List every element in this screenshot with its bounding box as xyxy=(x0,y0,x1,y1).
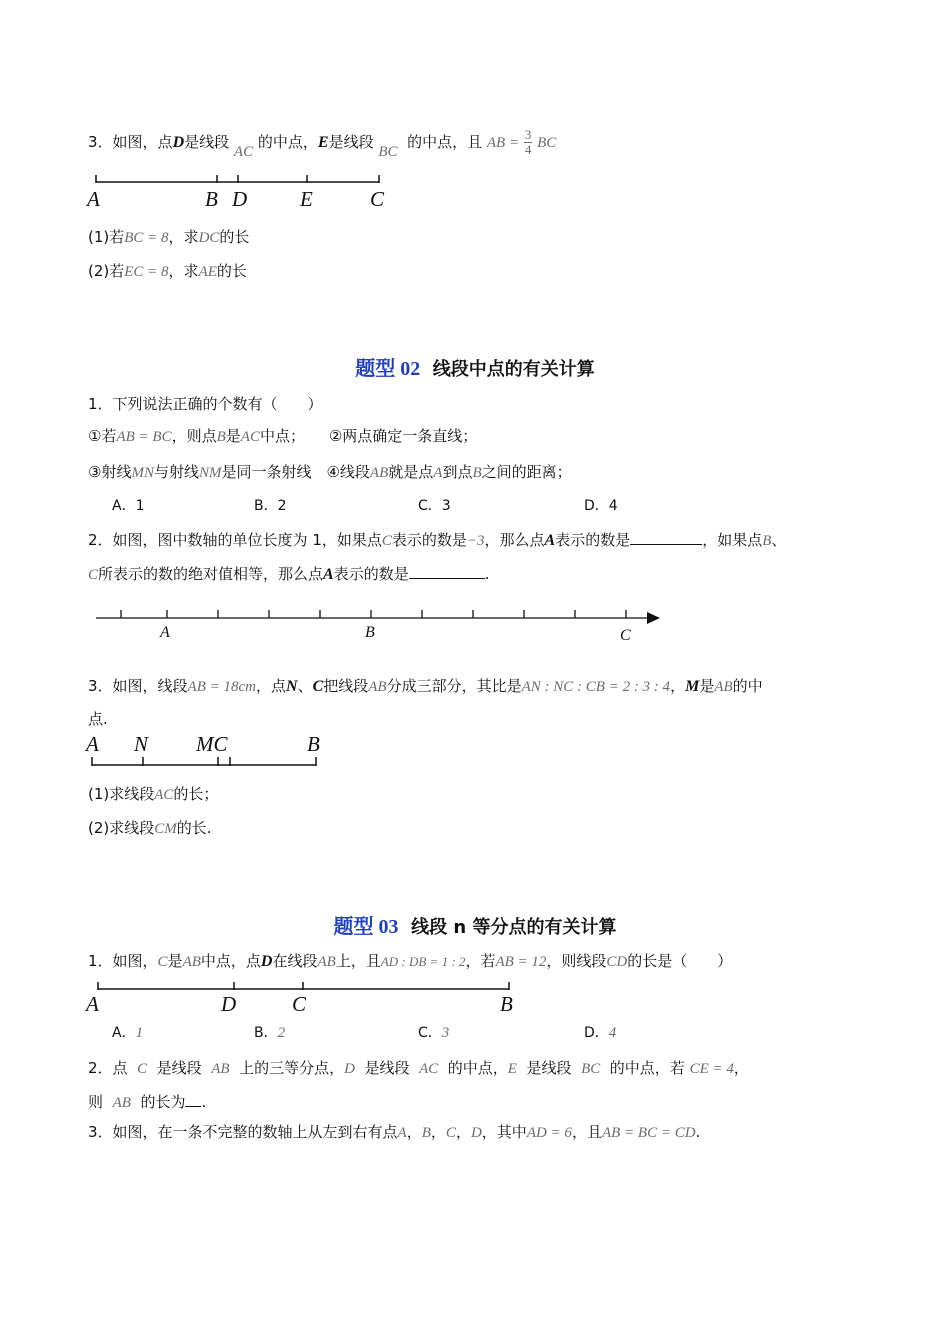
section-title-03: 题型 03 线段 n 等分点的有关计算 xyxy=(333,916,617,938)
s2-q3-stem: 3．如图，线段AB = 18cm，点N、C把线段AB分成三部分，其比是AN : NC : CB = 2 : 3 : 4，M是AB的中 xyxy=(88,677,763,695)
fig-label-MC: MC xyxy=(196,732,228,756)
s1-q3-part2: (2)若EC = 8，求AE的长 xyxy=(88,262,247,280)
s2-q1-stmt1: ①若AB = BC，则点B是AC中点； ②两点确定一条直线； xyxy=(88,427,478,445)
fig-label-C: C xyxy=(620,627,631,644)
fig-label-B: B xyxy=(500,992,513,1016)
fig-label-N: N xyxy=(134,732,149,756)
s1-q3-stem: 3．如图，点D是线段 AC 的中点，E是线段 BC 的中点，且 AB = $\frac{3}{4}$ BC xyxy=(88,127,557,160)
s2-q1-option-c[interactable]: C．3 xyxy=(418,498,451,514)
fig-label-E: E xyxy=(300,187,313,211)
section-title-02: 题型 02 线段中点的有关计算 xyxy=(355,358,595,380)
fig-label-B: B xyxy=(365,624,375,641)
s3-q2-stem-line2: 则 AB 的长为 . xyxy=(88,1090,206,1114)
s3-q1-stem: 1．如图，C是AB中点，点D在线段AB上，且AD : DB = 1 : 2，若AB = 12，则线段CD的长是（ ） xyxy=(88,952,733,970)
s2-q2-stem: 2．如图，图中数轴的单位长度为 1，如果点C表示的数是−3，那么点A表示的数是 ，如果点B、 xyxy=(88,528,786,552)
answer-blank-3[interactable] xyxy=(185,1090,201,1107)
fig-label-D: D xyxy=(221,992,237,1016)
fig-label-A: A xyxy=(87,187,100,211)
fig-label-A: A xyxy=(160,624,170,641)
s2-q1-option-a[interactable]: A．1 xyxy=(112,498,145,514)
s2-q3-part1: (1)求线段AC的长； xyxy=(88,785,219,803)
fig-label-A: A xyxy=(86,992,99,1016)
s3-q1-option-d[interactable]: D．4 xyxy=(584,1025,617,1041)
s3-q1-option-a[interactable]: A．1 xyxy=(112,1025,144,1041)
fig-label-B: B xyxy=(205,187,218,211)
s3-q1-option-c[interactable]: C．3 xyxy=(418,1025,450,1041)
fig-label-C: C xyxy=(292,992,307,1016)
s2-q1-option-b[interactable]: B．2 xyxy=(254,498,287,514)
s3-q1-option-b[interactable]: B．2 xyxy=(254,1025,286,1041)
fig-label-A: A xyxy=(86,732,99,756)
s2-q1-stem: 1．下列说法正确的个数有（ ） xyxy=(88,395,323,413)
s1-q3-part1: (1)若BC = 8，求DC的长 xyxy=(88,228,250,246)
s2-q1-option-d[interactable]: D．4 xyxy=(584,498,618,514)
fig-label-D: D xyxy=(232,187,248,211)
s2-q1-stmt2: ③射线MN与射线NM是同一条射线 ④线段AB就是点A到点B之间的距离； xyxy=(88,463,572,481)
s2-q2-stem-line2: C所表示的数的绝对值相等，那么点A表示的数是 . xyxy=(88,562,490,586)
s3-q2-stem: 2．点 C 是线段 AB 上的三等分点，D 是线段 AC 的中点，E 是线段 BC 的中点，若 CE = 4， xyxy=(88,1059,749,1077)
fig-label-B: B xyxy=(307,732,320,756)
fraction-3-4: $\frac{3}{4}$ xyxy=(524,127,532,157)
s3-q3-stem: 3．如图，在一条不完整的数轴上从左到右有点A，B，C，D，其中AD = 6，且AB = BC = CD. xyxy=(88,1123,701,1141)
s2-q3-part2: (2)求线段CM的长. xyxy=(88,819,212,837)
s2-q3-stem-line2: 点. xyxy=(88,710,108,728)
fig-label-C: C xyxy=(370,187,385,211)
